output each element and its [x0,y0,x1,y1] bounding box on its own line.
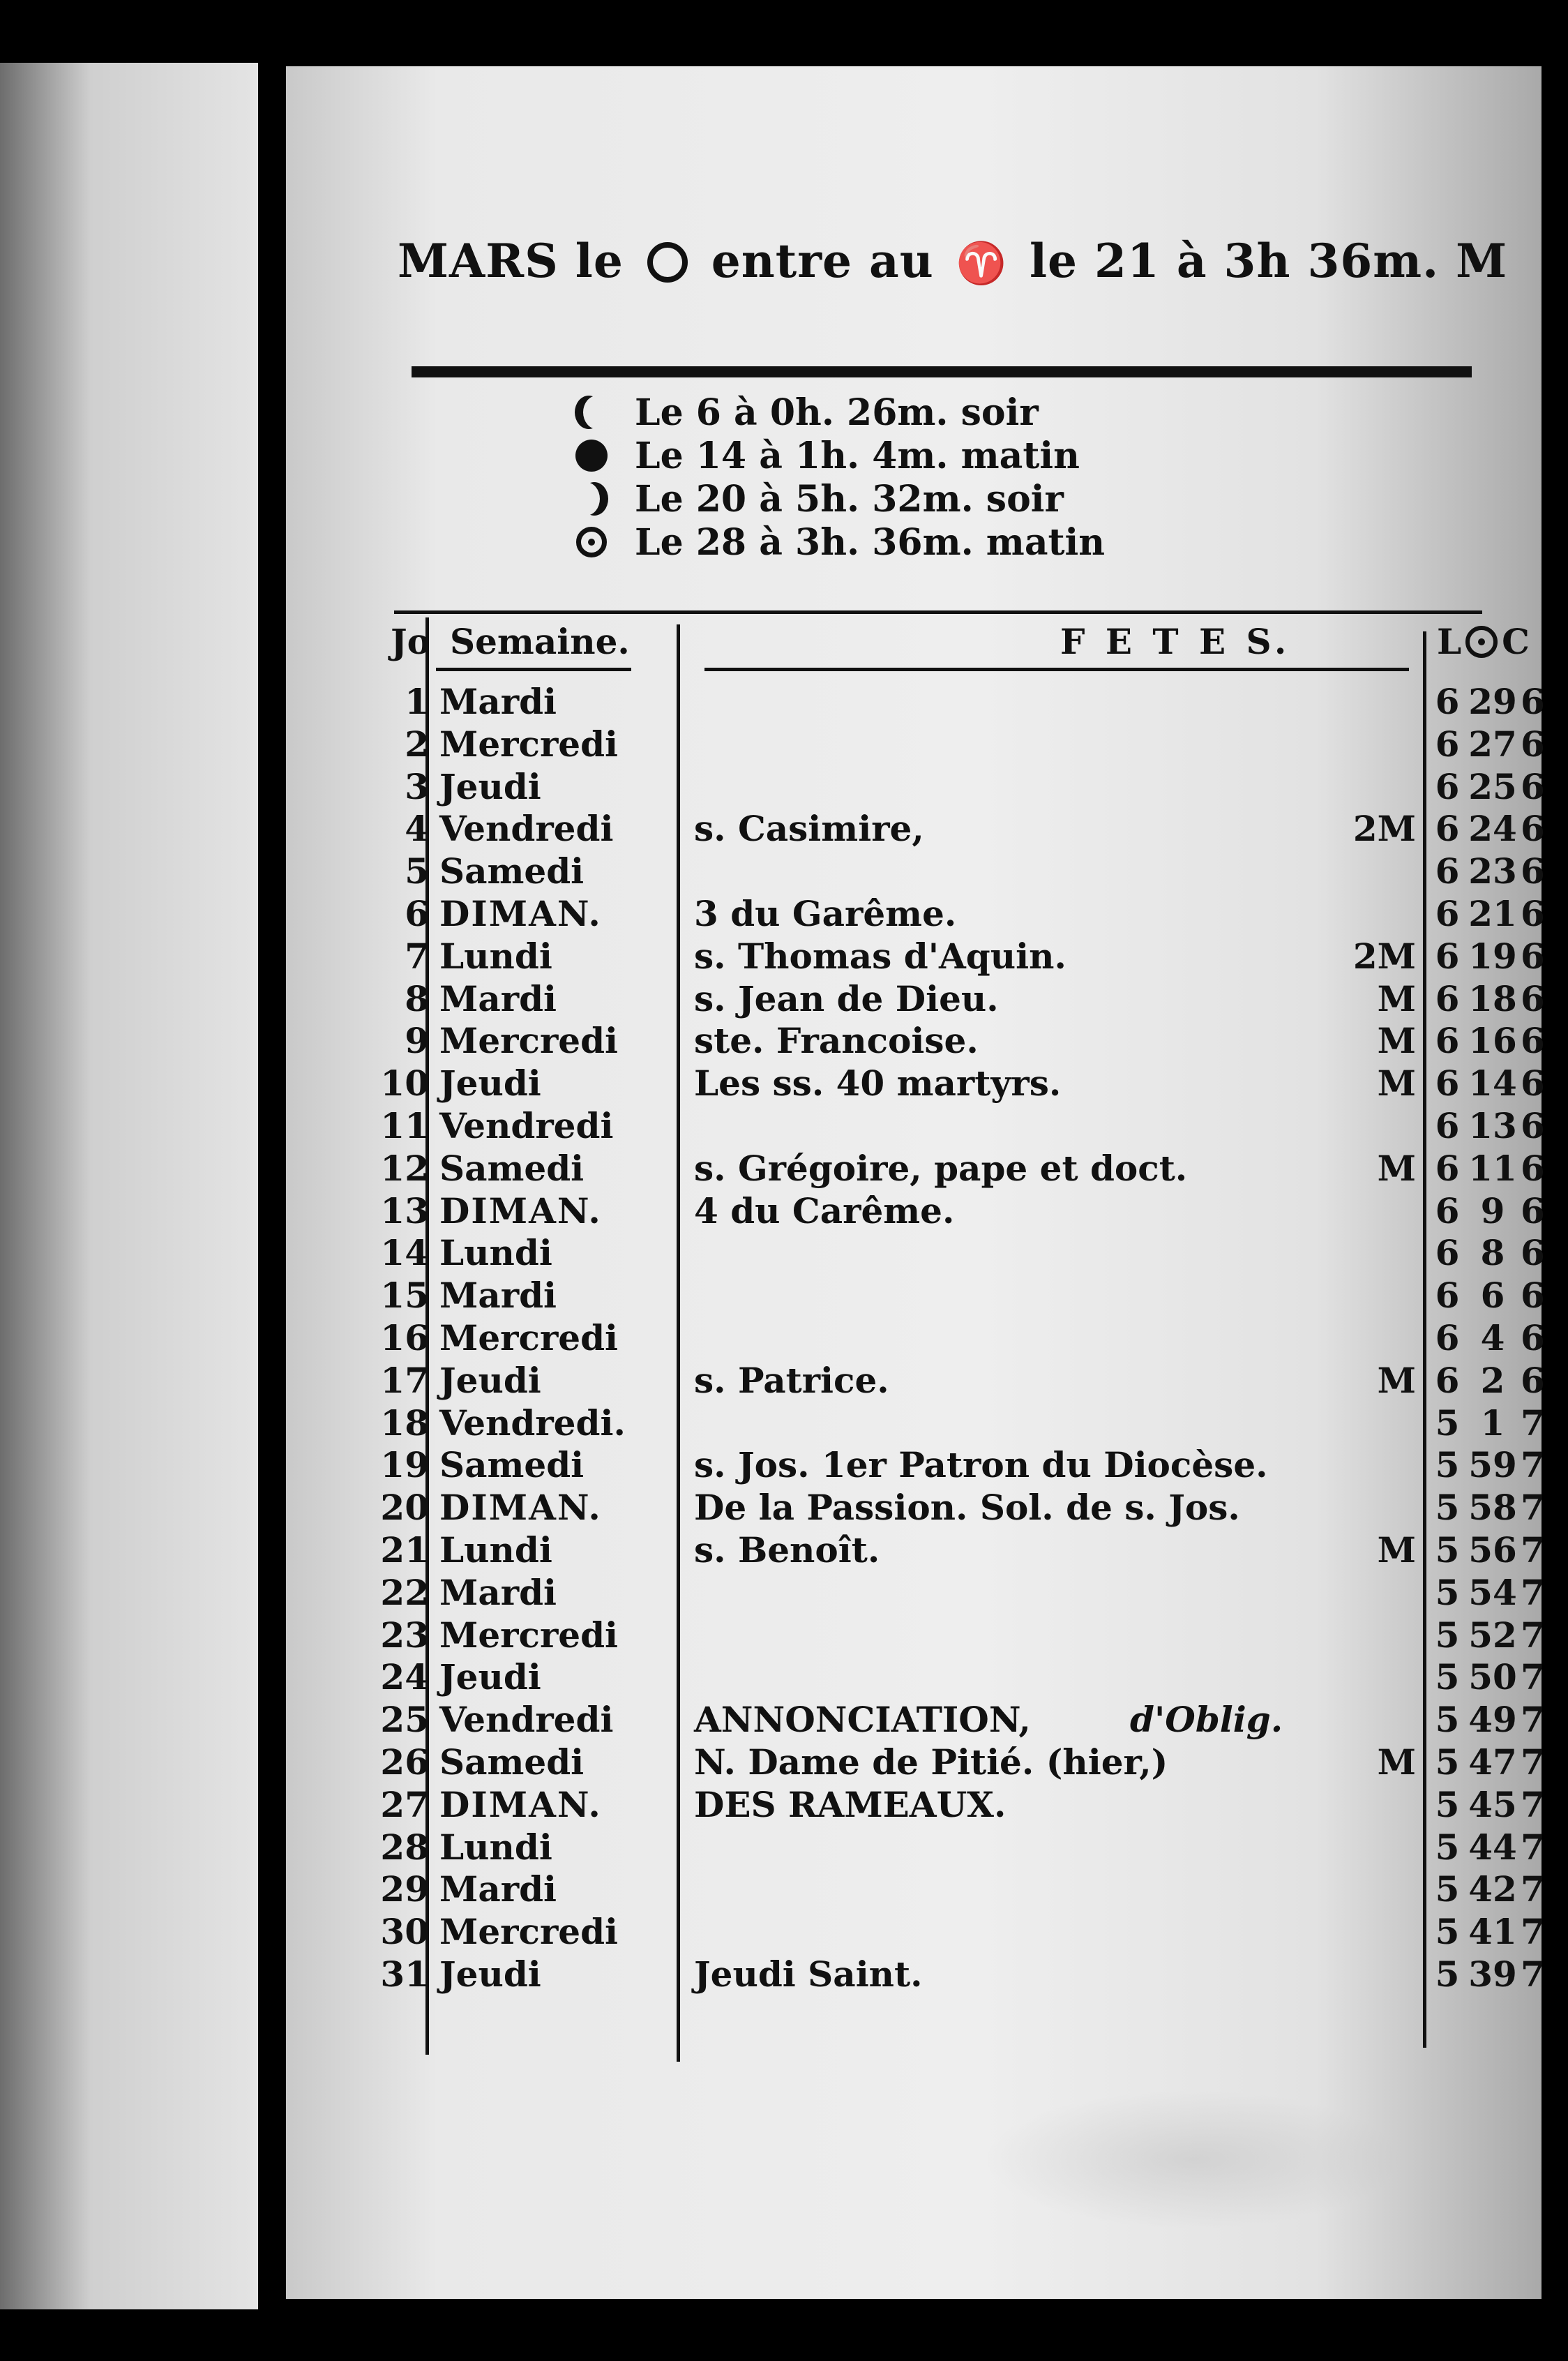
sunset-hour: 6 [1521,1275,1545,1317]
sunrise-minute: 27 [1468,723,1517,765]
weekday: Mardi [439,1868,557,1910]
sunrise-hour: 6 [1435,723,1460,765]
day-number: 28 [380,1826,429,1868]
header-entry: entre au [711,234,934,288]
sunrise-hour: 6 [1435,935,1460,977]
moon-phases [572,391,1269,564]
facing-page [0,63,258,2309]
sunrise-hour: 6 [1435,1147,1460,1189]
sunrise-minute: 21 [1468,892,1517,934]
feast-mark: M [1377,1529,1416,1571]
day-number: 7 [405,935,429,977]
day-number: 16 [380,1317,429,1358]
sunset-hour: 6 [1521,681,1545,722]
col-header-day: Jo [391,621,431,662]
calendar-row [286,680,1545,723]
sunset-hour: 6 [1521,1317,1545,1358]
calendar-row [286,977,1545,1020]
day-number: 1 [405,681,429,722]
weekday: Vendredi [439,1699,614,1741]
col-header-lever: L [1437,621,1462,662]
weekday: Mercredi [439,723,619,765]
sunrise-hour: 5 [1435,1444,1460,1486]
weekday: Vendredi. [439,1402,626,1444]
sunrise-hour: 5 [1435,1953,1460,1995]
sunset-hour: 6 [1521,1104,1545,1146]
sunset-hour: 7 [1521,1826,1545,1868]
calendar-row [286,1486,1545,1529]
weekday: Mardi [439,1571,557,1613]
last-quarter-moon-icon [572,482,611,516]
month-header [398,234,1528,288]
feast-mark: 2M [1352,808,1416,850]
weekday: DIMAN. [439,892,602,934]
weekday: DIMAN. [439,1487,602,1529]
moon-phase-text: Le 14 à 1h. 4m. matin [635,434,1080,477]
sun-icon [1465,626,1498,658]
aries-icon: ♈ [956,239,1007,287]
sunrise-minute: 4 [1480,1317,1505,1358]
col-header-fetes: F E T E S. [1060,621,1291,662]
ink-smudge [983,2090,1402,2229]
day-number: 21 [380,1529,429,1571]
day-number: 30 [380,1911,429,1953]
feast-mark: M [1377,1359,1416,1401]
calendar-row [286,1656,1545,1698]
calendar-row [286,1147,1545,1190]
calendar-row [286,1274,1545,1317]
weekday: Mardi [439,1275,557,1317]
sunrise-minute: 25 [1468,765,1517,807]
day-number: 8 [405,977,429,1019]
calendar-row [286,1826,1545,1868]
sunrise-hour: 6 [1435,765,1460,807]
sunset-hour: 7 [1521,1699,1545,1741]
feast: 4 du Carême. [694,1190,955,1231]
day-number: 9 [405,1020,429,1062]
sunset-hour: 7 [1521,1571,1545,1613]
sunrise-minute: 29 [1468,681,1517,722]
calendar-row [286,1529,1545,1571]
sunset-hour: 6 [1521,1147,1545,1189]
almanac-page [286,66,1545,2299]
feast: ste. Francoise. [694,1020,979,1062]
sunrise-hour: 6 [1435,1232,1460,1274]
sunrise-minute: 23 [1468,850,1517,892]
col-header-coucher: C [1502,621,1530,662]
moon-phase-row [572,520,1269,564]
sunrise-hour: 6 [1435,1275,1460,1317]
sunrise-hour: 5 [1435,1487,1460,1529]
moon-phase-text: Le 20 à 5h. 32m. soir [635,477,1064,520]
day-number: 26 [380,1741,429,1783]
calendar-row [286,1019,1545,1062]
calendar-row [286,1868,1545,1910]
moon-phase-row [572,477,1269,520]
moon-phase-text: Le 28 à 3h. 36m. matin [635,520,1106,564]
day-number: 29 [380,1868,429,1910]
day-number: 6 [405,892,429,934]
calendar-row [286,1783,1545,1826]
sunset-hour: 6 [1521,1232,1545,1274]
sunrise-hour: 6 [1435,1020,1460,1062]
sunrise-minute: 24 [1468,808,1517,850]
weekday: Jeudi [439,1063,541,1104]
sunrise-hour: 5 [1435,1741,1460,1783]
feast: Les ss. 40 martyrs. [694,1063,1062,1104]
calendar-row [286,1910,1545,1953]
calendar-row [286,1698,1545,1741]
day-number: 5 [405,850,429,892]
sunrise-minute: 59 [1468,1444,1517,1486]
calendar-row [286,1317,1545,1359]
feast-obligation: d'Oblig. [1130,1699,1283,1741]
sunrise-minute: 13 [1468,1104,1517,1146]
day-number: 4 [405,808,429,850]
sunrise-hour: 5 [1435,1402,1460,1444]
weekday: Lundi [439,1826,552,1868]
weekday: Mardi [439,977,557,1019]
calendar-row [286,1231,1545,1274]
day-number: 18 [380,1402,429,1444]
sunset-hour: 6 [1521,765,1545,807]
sunrise-hour: 6 [1435,977,1460,1019]
day-number: 13 [380,1190,429,1231]
day-number: 2 [405,723,429,765]
sunrise-minute: 11 [1468,1147,1517,1189]
sunrise-minute: 9 [1480,1190,1505,1231]
moon-phase-row [572,434,1269,477]
day-number: 11 [380,1104,429,1146]
feast: s. Jos. 1er Patron du Diocèse. [694,1444,1268,1486]
calendar-row [286,1444,1545,1486]
feast: s. Grégoire, pape et doct. [694,1147,1188,1189]
feast: DES RAMEAUX. [694,1783,1007,1825]
calendar-row [286,1614,1545,1656]
calendar-row [286,1741,1545,1783]
col-header-week: Semaine. [450,621,630,662]
sunrise-hour: 6 [1435,1063,1460,1104]
day-number: 19 [380,1444,429,1486]
calendar-row [286,765,1545,808]
sunrise-minute: 49 [1468,1699,1517,1741]
moon-phase-text: Le 6 à 0h. 26m. soir [635,391,1039,434]
weekday: DIMAN. [439,1783,602,1825]
weekday: Vendredi [439,808,614,850]
sunrise-minute: 14 [1468,1063,1517,1104]
feast: 3 du Garême. [694,892,957,934]
sunrise-minute: 52 [1468,1614,1517,1656]
sunrise-hour: 5 [1435,1699,1460,1741]
sunrise-hour: 6 [1435,892,1460,934]
sunrise-hour: 5 [1435,1529,1460,1571]
weekday: Jeudi [439,1953,541,1995]
sunrise-minute: 6 [1480,1275,1505,1317]
sunrise-hour: 5 [1435,1571,1460,1613]
sunset-hour: 7 [1521,1741,1545,1783]
weekday: Mercredi [439,1911,619,1953]
weekday: Samedi [439,1444,585,1486]
full-moon-icon [572,525,611,559]
weekday: Jeudi [439,1656,541,1698]
sunrise-minute: 8 [1480,1232,1505,1274]
sunset-hour: 6 [1521,892,1545,934]
sunrise-minute: 44 [1468,1826,1517,1868]
sunrise-hour: 5 [1435,1614,1460,1656]
weekday: Jeudi [439,765,541,807]
sunrise-minute: 45 [1468,1783,1517,1825]
feast-mark: M [1377,1063,1416,1104]
sunrise-minute: 1 [1480,1402,1505,1444]
calendar-row [286,1571,1545,1614]
calendar-rows [286,680,1545,1995]
feast-mark: M [1377,1741,1416,1783]
first-quarter-moon-icon [572,396,611,429]
day-number: 25 [380,1699,429,1741]
calendar-row [286,1953,1545,1995]
sun-icon [647,242,688,283]
feast: s. Casimire, [694,808,924,850]
day-number: 23 [380,1614,429,1656]
calendar-row [286,935,1545,977]
sunrise-hour: 6 [1435,1317,1460,1358]
feast: Jeudi Saint. [694,1953,923,1995]
sunrise-hour: 5 [1435,1868,1460,1910]
col-header-sun [1437,621,1530,662]
calendar-row [286,1062,1545,1104]
sunrise-minute: 2 [1480,1359,1505,1401]
sunset-hour: 7 [1521,1614,1545,1656]
day-number: 15 [380,1275,429,1317]
weekday: Lundi [439,1529,552,1571]
sunset-hour: 6 [1521,1020,1545,1062]
feast-mark: 2M [1352,935,1416,977]
week-header-rule [436,668,631,671]
sunset-hour: 6 [1521,850,1545,892]
sunrise-hour: 5 [1435,1783,1460,1825]
sunset-hour: 7 [1521,1868,1545,1910]
calendar-row [286,850,1545,892]
calendar-row [286,1190,1545,1232]
feast: N. Dame de Pitié. (hier,) [694,1741,1168,1783]
sunrise-minute: 54 [1468,1571,1517,1613]
sunrise-minute: 50 [1468,1656,1517,1698]
sunset-hour: 7 [1521,1402,1545,1444]
sunset-hour: 7 [1521,1911,1545,1953]
sunset-hour: 6 [1521,808,1545,850]
sunrise-minute: 47 [1468,1741,1517,1783]
sunset-hour: 6 [1521,723,1545,765]
sunset-hour: 6 [1521,1190,1545,1231]
day-number: 20 [380,1487,429,1529]
table-top-rule [394,610,1482,614]
sunrise-hour: 5 [1435,1826,1460,1868]
sunset-hour: 7 [1521,1783,1545,1825]
calendar-row [286,892,1545,935]
sunrise-minute: 16 [1468,1020,1517,1062]
weekday: Mardi [439,681,557,722]
sunrise-hour: 5 [1435,1911,1460,1953]
weekday: Mercredi [439,1614,619,1656]
day-number: 27 [380,1783,429,1825]
sunrise-hour: 6 [1435,1359,1460,1401]
weekday: Lundi [439,1232,552,1274]
sunrise-hour: 6 [1435,681,1460,722]
feast-mark: M [1377,1020,1416,1062]
sunrise-hour: 5 [1435,1656,1460,1698]
sunrise-hour: 6 [1435,1104,1460,1146]
sunset-hour: 7 [1521,1529,1545,1571]
sunrise-minute: 56 [1468,1529,1517,1571]
day-number: 17 [380,1359,429,1401]
moon-phase-row [572,391,1269,434]
weekday: Mercredi [439,1317,619,1358]
header-month: MARS le [398,234,624,288]
feast: s. Patrice. [694,1359,889,1401]
day-number: 3 [405,765,429,807]
sunrise-minute: 42 [1468,1868,1517,1910]
sunset-hour: 6 [1521,935,1545,977]
calendar-row [286,1104,1545,1147]
weekday: DIMAN. [439,1190,602,1231]
day-number: 22 [380,1571,429,1613]
sunrise-hour: 6 [1435,808,1460,850]
sunrise-hour: 6 [1435,850,1460,892]
fetes-header-rule [704,668,1409,671]
header-rule [412,366,1472,377]
calendar-row [286,1359,1545,1402]
feast: s. Jean de Dieu. [694,977,999,1019]
sunset-hour: 7 [1521,1444,1545,1486]
sunrise-hour: 6 [1435,1190,1460,1231]
feast-mark: M [1377,977,1416,1019]
sunset-hour: 7 [1521,1953,1545,1995]
weekday: Vendredi [439,1104,614,1146]
sunset-hour: 6 [1521,1359,1545,1401]
day-number: 14 [380,1232,429,1274]
weekday: Jeudi [439,1359,541,1401]
feast-mark: M [1377,1147,1416,1189]
weekday: Lundi [439,935,552,977]
weekday: Mercredi [439,1020,619,1062]
sunrise-minute: 39 [1468,1953,1517,1995]
sunset-hour: 6 [1521,977,1545,1019]
calendar-row [286,723,1545,765]
sunrise-minute: 18 [1468,977,1517,1019]
sunset-hour: 7 [1521,1487,1545,1529]
day-number: 10 [380,1063,429,1104]
new-moon-icon [572,439,611,472]
feast: De la Passion. Sol. de s. Jos. [694,1487,1240,1529]
weekday: Samedi [439,1741,585,1783]
weekday: Samedi [439,850,585,892]
day-number: 12 [380,1147,429,1189]
sunrise-minute: 41 [1468,1911,1517,1953]
calendar-row [286,807,1545,850]
calendar-row [286,1402,1545,1444]
weekday: Samedi [439,1147,585,1189]
feast: s. Thomas d'Aquin. [694,935,1066,977]
sunrise-minute: 19 [1468,935,1517,977]
sunset-hour: 6 [1521,1063,1545,1104]
sunset-hour: 7 [1521,1656,1545,1698]
header-date: le 21 à 3h 36m. M [1029,234,1508,288]
feast: s. Benoît. [694,1529,880,1571]
day-number: 31 [380,1953,429,1995]
day-number: 24 [380,1656,429,1698]
feast: ANNONCIATION, [694,1699,1031,1741]
sunrise-minute: 58 [1468,1487,1517,1529]
